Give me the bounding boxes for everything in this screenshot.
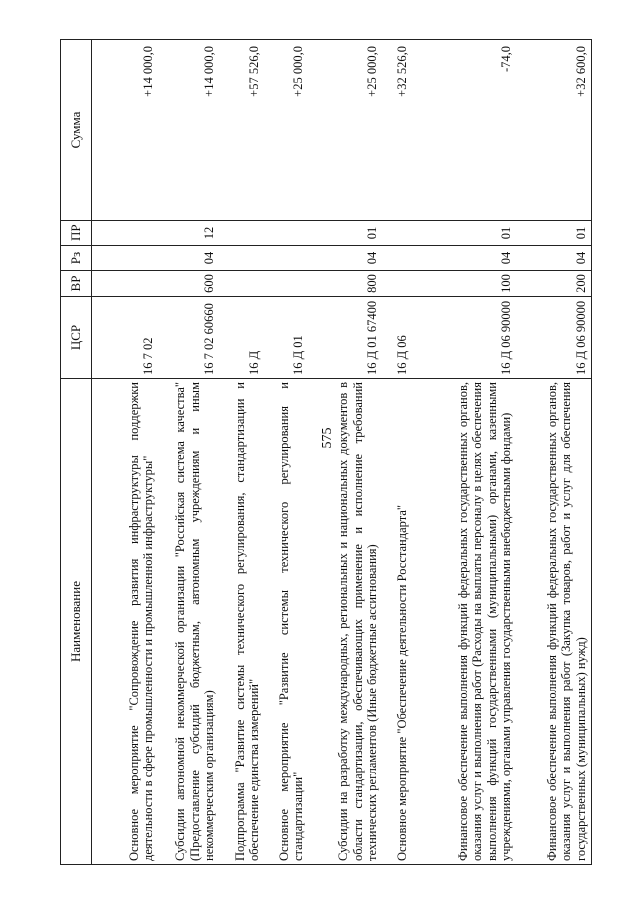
row-csr: 16 7 02 60660 bbox=[159, 297, 220, 379]
table-row bbox=[383, 40, 413, 865]
row-csr: 16 Д 06 bbox=[383, 297, 413, 379]
row-vr: 800 bbox=[309, 271, 383, 297]
row-csr: 16 Д 06 90000 bbox=[413, 297, 517, 379]
header-name: Наименование bbox=[61, 379, 92, 865]
header-csr: ЦСР bbox=[61, 297, 92, 379]
row-pr bbox=[383, 221, 413, 246]
row-sum: +32 526,0 bbox=[383, 40, 413, 221]
row-name: Субсидии автономной некоммерческой организации "Российская система качества" (Предоставление субсидий бюджетным, автономным учреждениям и иным некоммерческим организациям) bbox=[159, 379, 220, 865]
row-vr bbox=[383, 271, 413, 297]
row-csr: 16 Д bbox=[220, 297, 265, 379]
row-pr: 01 bbox=[517, 221, 592, 246]
row-sum: +14 000,0 bbox=[92, 40, 159, 221]
row-name: Основное мероприятие "Развитие системы технического регулирования и стандартизации" bbox=[265, 379, 309, 865]
row-pr bbox=[220, 221, 265, 246]
row-pr bbox=[92, 221, 159, 246]
table-header-row bbox=[61, 40, 92, 865]
row-rz bbox=[265, 246, 309, 271]
row-name: Финансовое обеспечение выполнения функций федеральных государственных органов, оказания услуг и выполнения работ (Расходы на выплаты персоналу в целях обеспечения выполнения функций государственными (муниципальными) органами, казенными учреждениями, органами управления государственными внебюджетными фондами) bbox=[413, 379, 517, 865]
header-sum: Сумма bbox=[61, 40, 92, 221]
row-rz bbox=[383, 246, 413, 271]
row-sum: +32 600,0 bbox=[517, 40, 592, 221]
header-pr: ПР bbox=[61, 221, 92, 246]
row-pr: 01 bbox=[309, 221, 383, 246]
row-csr: 16 Д 01 bbox=[265, 297, 309, 379]
table-row bbox=[265, 40, 309, 865]
table-row bbox=[517, 40, 592, 865]
row-pr: 12 bbox=[159, 221, 220, 246]
row-name: Финансовое обеспечение выполнения функций федеральных государственных органов, оказания услуг и выполнения работ (Закупка товаров, работ и услуг для обеспечения государственных (муниципальных) нужд) bbox=[517, 379, 592, 865]
table-row bbox=[413, 40, 517, 865]
row-csr: 16 Д 01 67400 bbox=[309, 297, 383, 379]
row-sum: +57 526,0 bbox=[220, 40, 265, 221]
row-sum: +25 000,0 bbox=[265, 40, 309, 221]
row-sum: +14 000,0 bbox=[159, 40, 220, 221]
row-vr: 600 bbox=[159, 271, 220, 297]
row-vr bbox=[92, 271, 159, 297]
rotated-page bbox=[60, 40, 588, 865]
table-row bbox=[159, 40, 220, 865]
row-vr: 100 bbox=[413, 271, 517, 297]
row-sum: -74,0 bbox=[413, 40, 517, 221]
table-row bbox=[309, 40, 383, 865]
row-rz: 04 bbox=[309, 246, 383, 271]
row-sum: +25 000,0 bbox=[309, 40, 383, 221]
row-rz bbox=[92, 246, 159, 271]
row-rz: 04 bbox=[517, 246, 592, 271]
row-pr bbox=[265, 221, 309, 246]
row-name: Основное мероприятие "Сопровождение развития инфраструктуры поддержки деятельности в сфере промышленности и промышленной инфраструктуры" bbox=[92, 379, 159, 865]
row-name: Подпрограмма "Развитие системы технического регулирования, стандартизации и обеспечение единства измерений" bbox=[220, 379, 265, 865]
table-row bbox=[220, 40, 265, 865]
header-rz: Рз bbox=[61, 246, 92, 271]
row-pr: 01 bbox=[413, 221, 517, 246]
budget-table bbox=[60, 39, 592, 865]
table-row bbox=[92, 40, 159, 865]
header-vr: ВР bbox=[61, 271, 92, 297]
row-rz: 04 bbox=[159, 246, 220, 271]
row-name: Основное мероприятие "Обеспечение деятельности Росстандарта" bbox=[383, 379, 413, 865]
row-rz: 04 bbox=[413, 246, 517, 271]
row-name: Субсидии на разработку международных, региональных и национальных документов в области стандартизации, обеспечивающих применение и исполнение требований технических регламентов (Иные бюджетные ассигнования) bbox=[309, 379, 383, 865]
row-rz bbox=[220, 246, 265, 271]
row-vr bbox=[265, 271, 309, 297]
row-csr: 16 7 02 bbox=[92, 297, 159, 379]
row-csr: 16 Д 06 90000 bbox=[517, 297, 592, 379]
row-vr bbox=[220, 271, 265, 297]
page-number: 575 bbox=[320, 427, 335, 449]
row-vr: 200 bbox=[517, 271, 592, 297]
